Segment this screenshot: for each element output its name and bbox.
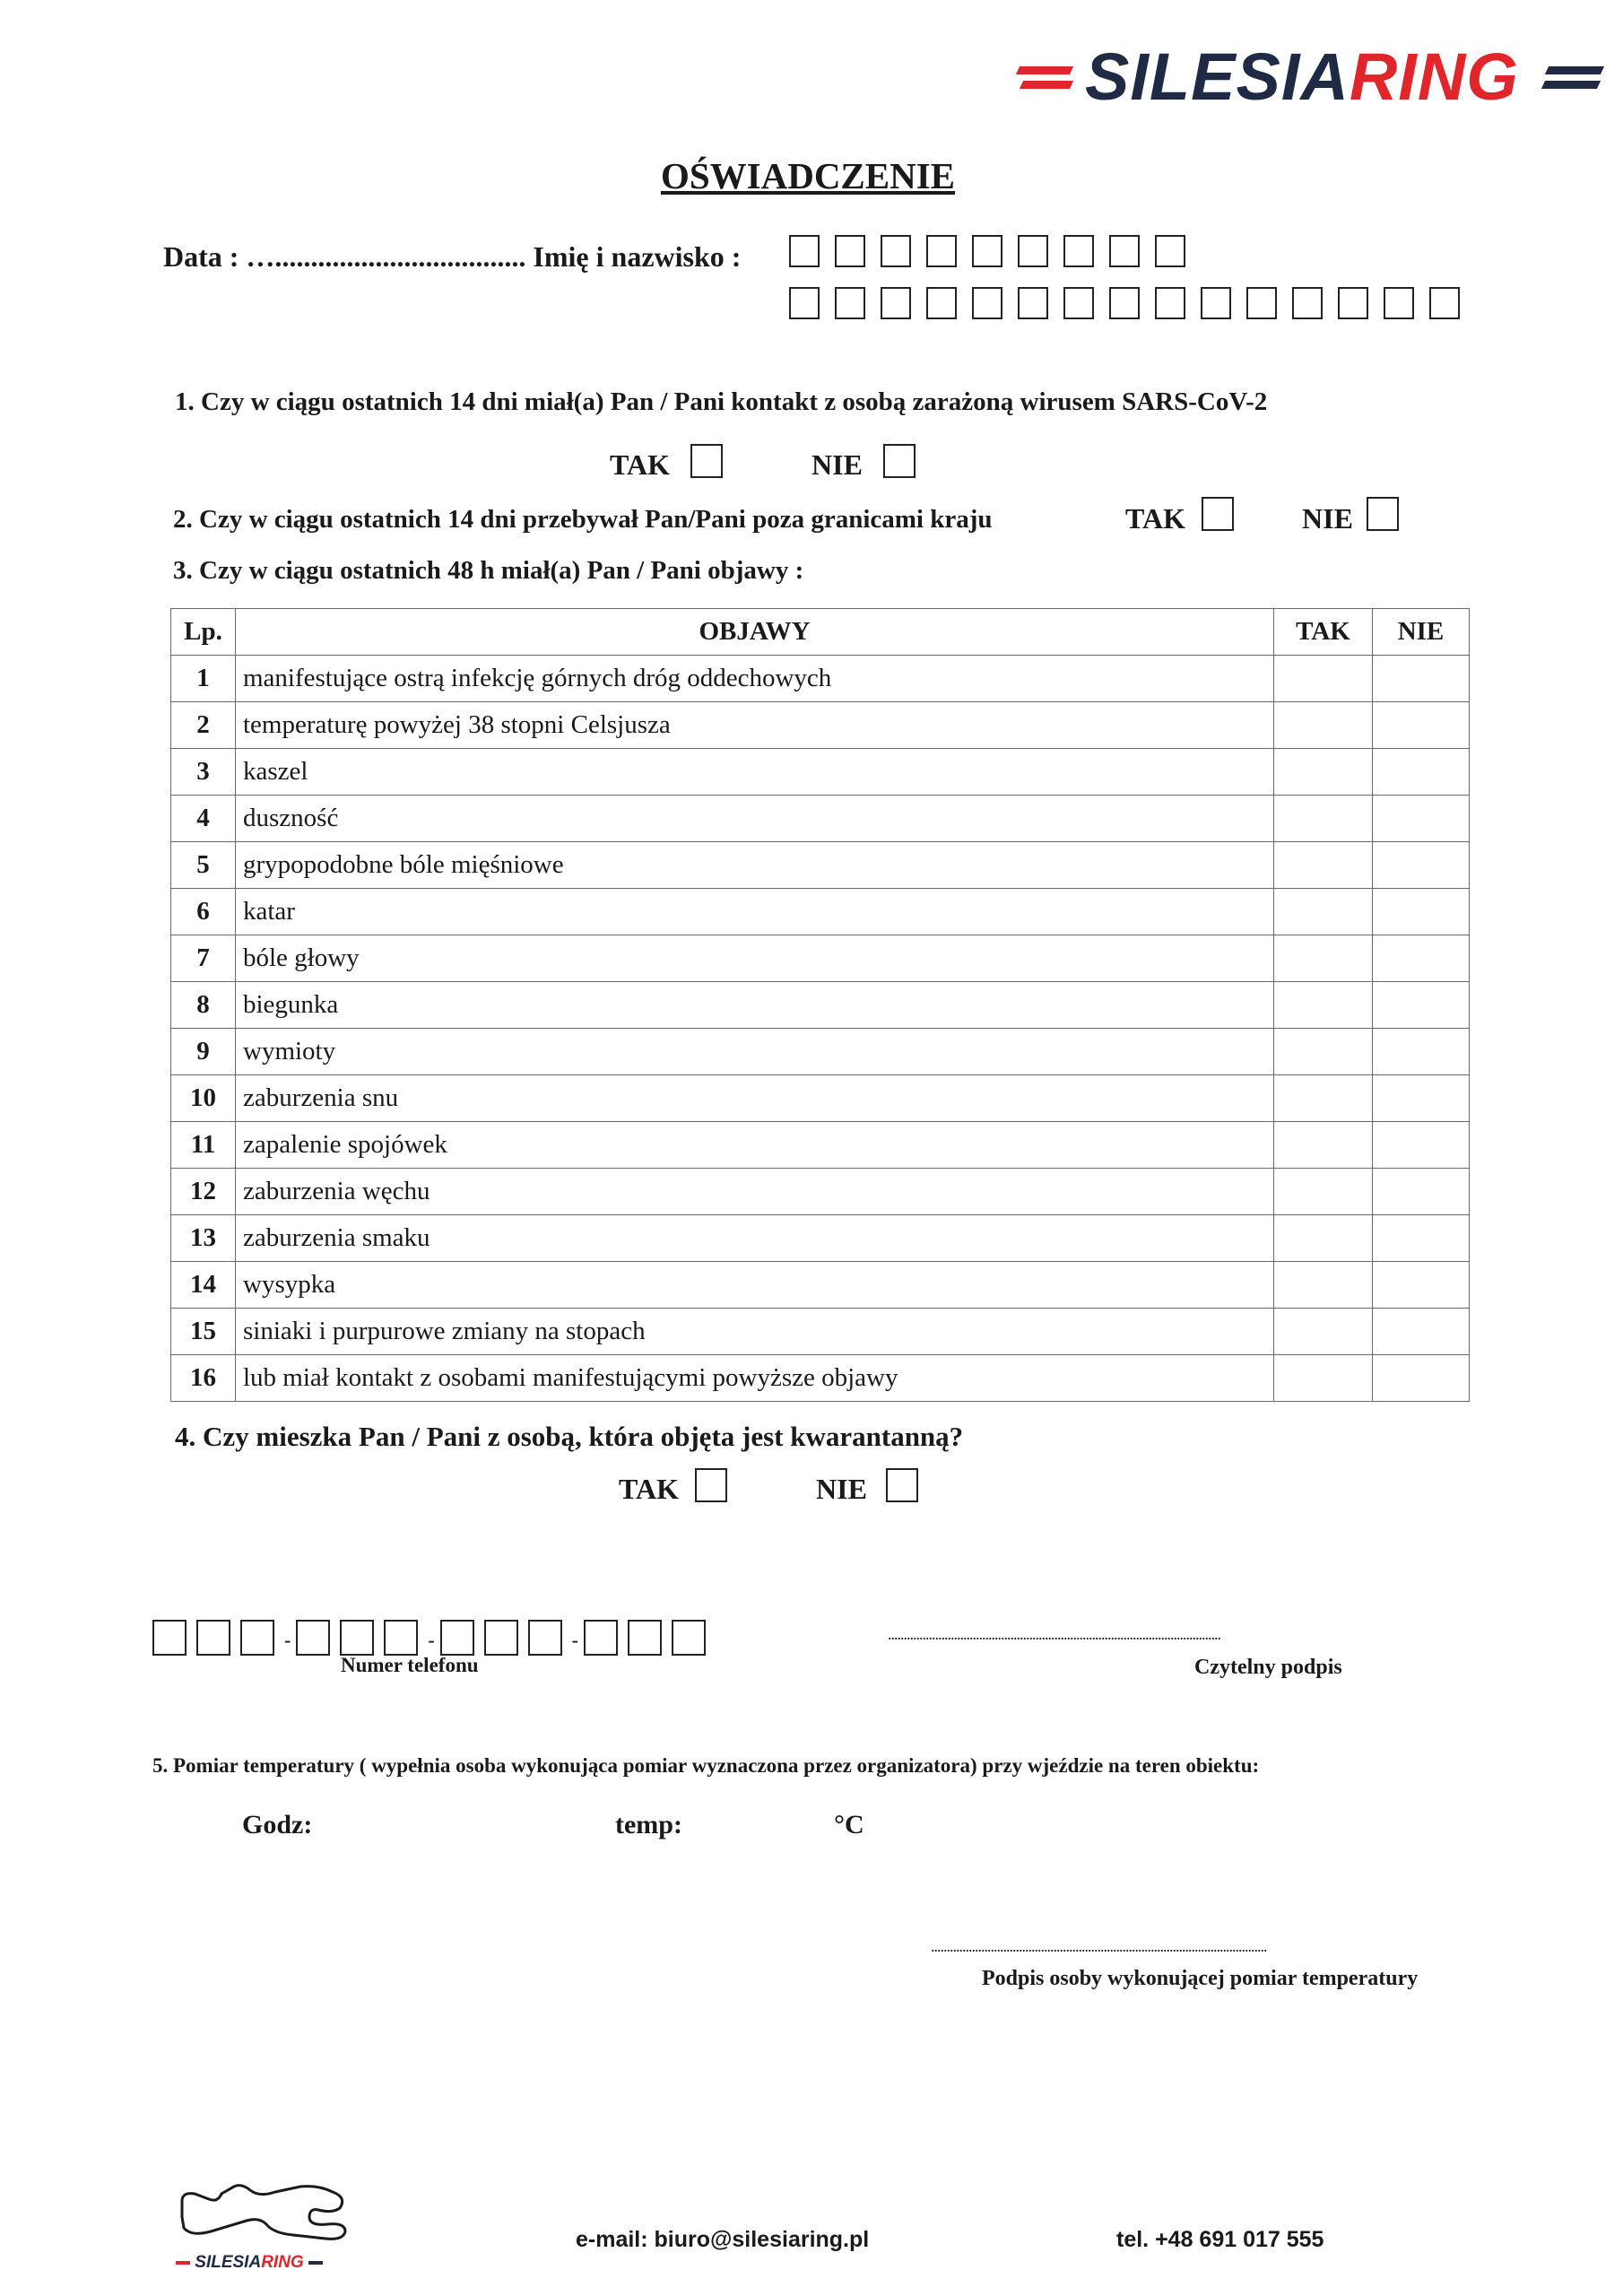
row-number: 4 bbox=[171, 796, 236, 842]
row-number: 13 bbox=[171, 1215, 236, 1262]
symptom-no-cell[interactable] bbox=[1373, 1262, 1470, 1309]
symptom-text: grypopodobne bóle mięśniowe bbox=[236, 842, 1274, 889]
phone-digit-box[interactable] bbox=[672, 1620, 706, 1656]
symptom-no-cell[interactable] bbox=[1373, 842, 1470, 889]
row-number: 11 bbox=[171, 1122, 236, 1169]
name-letter-box[interactable] bbox=[972, 287, 1002, 319]
table-header-row bbox=[171, 609, 1470, 656]
name-letter-box[interactable] bbox=[1018, 235, 1048, 267]
symptom-no-cell[interactable] bbox=[1373, 982, 1470, 1029]
footer-logo bbox=[176, 2253, 323, 2273]
row-number: 8 bbox=[171, 982, 236, 1029]
brand-logo bbox=[1018, 39, 1605, 114]
row-number: 15 bbox=[171, 1309, 236, 1355]
symptom-no-cell[interactable] bbox=[1373, 889, 1470, 935]
row-number: 1 bbox=[171, 656, 236, 702]
header-tak: TAK bbox=[1274, 609, 1373, 656]
table-row bbox=[171, 702, 1470, 749]
phone-digit-box[interactable] bbox=[484, 1620, 518, 1656]
time-label: Godz: bbox=[242, 1810, 313, 1839]
footer-logo-red: RING bbox=[261, 2253, 304, 2272]
logo-text-red: RING bbox=[1349, 39, 1519, 114]
symptom-text: temperaturę powyżej 38 stopni Celsjusza bbox=[236, 702, 1274, 749]
name-letter-box[interactable] bbox=[1109, 287, 1140, 319]
symptom-no-cell[interactable] bbox=[1373, 1029, 1470, 1075]
row-number: 6 bbox=[171, 889, 236, 935]
table-row bbox=[171, 1309, 1470, 1355]
table-row bbox=[171, 1075, 1470, 1122]
row-number: 9 bbox=[171, 1029, 236, 1075]
symptom-no-cell[interactable] bbox=[1373, 1355, 1470, 1402]
name-letter-box[interactable] bbox=[1246, 287, 1277, 319]
q4-no-checkbox[interactable] bbox=[886, 1468, 918, 1502]
footer-logo-dark: SILESIA bbox=[195, 2253, 262, 2272]
phone-digit-box[interactable] bbox=[384, 1620, 418, 1656]
q1-yes-label: TAK bbox=[610, 448, 670, 481]
table-row bbox=[171, 656, 1470, 702]
footer-logo-stripe bbox=[176, 2261, 190, 2265]
header-objawy: OBJAWY bbox=[236, 609, 1274, 656]
footer-phone: tel. +48 691 017 555 bbox=[1116, 2227, 1324, 2252]
measurer-signature-line: ........................................................................................................... bbox=[931, 1937, 1267, 1955]
q4-no-label: NIE bbox=[816, 1473, 867, 1505]
symptom-no-cell[interactable] bbox=[1373, 1075, 1470, 1122]
logo-stripe bbox=[1020, 81, 1073, 89]
phone-digit-box[interactable] bbox=[584, 1620, 618, 1656]
name-letter-box[interactable] bbox=[1155, 235, 1185, 267]
table-row bbox=[171, 982, 1470, 1029]
symptom-text: lub miał kontakt z osobami manifestującymi powyższe objawy bbox=[236, 1355, 1274, 1402]
symptom-yes-cell[interactable] bbox=[1274, 702, 1373, 749]
logo-wordmark bbox=[1085, 41, 1519, 113]
symptom-text: zapalenie spojówek bbox=[236, 1122, 1274, 1169]
name-letter-box[interactable] bbox=[926, 287, 957, 319]
row-number: 14 bbox=[171, 1262, 236, 1309]
phone-digit-box[interactable] bbox=[440, 1620, 474, 1656]
name-boxes-row-2[interactable] bbox=[789, 287, 1475, 319]
q1-no-checkbox[interactable] bbox=[883, 444, 916, 478]
question-4: 4. Czy mieszka Pan / Pani z osobą, która objęta jest kwarantanną? bbox=[175, 1421, 964, 1452]
symptom-no-cell[interactable] bbox=[1373, 796, 1470, 842]
table-row bbox=[171, 1122, 1470, 1169]
phone-separator: - bbox=[571, 1628, 578, 1651]
name-letter-box[interactable] bbox=[1429, 287, 1460, 319]
row-number: 12 bbox=[171, 1169, 236, 1215]
row-number: 5 bbox=[171, 842, 236, 889]
phone-digit-box[interactable] bbox=[340, 1620, 374, 1656]
row-number: 7 bbox=[171, 935, 236, 982]
signature-label: Czytelny podpis bbox=[1194, 1656, 1342, 1679]
logo-text-dark: SILESIA bbox=[1085, 39, 1350, 114]
track-outline-icon bbox=[175, 2181, 354, 2246]
symptom-yes-cell[interactable] bbox=[1274, 1122, 1373, 1169]
name-letter-box[interactable] bbox=[1338, 287, 1368, 319]
symptom-yes-cell[interactable] bbox=[1274, 796, 1373, 842]
name-letter-box[interactable] bbox=[881, 287, 911, 319]
temp-unit: °C bbox=[834, 1810, 864, 1839]
symptom-yes-cell[interactable] bbox=[1274, 935, 1373, 982]
symptom-yes-cell[interactable] bbox=[1274, 842, 1373, 889]
name-letter-box[interactable] bbox=[1201, 287, 1231, 319]
q4-yes-checkbox[interactable] bbox=[695, 1468, 727, 1502]
symptom-no-cell[interactable] bbox=[1373, 702, 1470, 749]
symptom-yes-cell[interactable] bbox=[1274, 749, 1373, 796]
question-5: 5. Pomiar temperatury ( wypełnia osoba wykonująca pomiar wyznaczona przez organizatora) przy wjeździe na teren obiektu: bbox=[152, 1754, 1260, 1777]
symptom-text: biegunka bbox=[236, 982, 1274, 1029]
symptom-text: katar bbox=[236, 889, 1274, 935]
logo-stripe bbox=[1545, 66, 1604, 74]
row-number: 2 bbox=[171, 702, 236, 749]
symptom-text: zaburzenia snu bbox=[236, 1075, 1274, 1122]
symptom-text: zaburzenia smaku bbox=[236, 1215, 1274, 1262]
symptom-yes-cell[interactable] bbox=[1274, 1309, 1373, 1355]
q4-yes-label: TAK bbox=[619, 1473, 679, 1505]
phone-digit-box[interactable] bbox=[628, 1620, 662, 1656]
name-letter-box[interactable] bbox=[926, 235, 957, 267]
symptom-yes-cell[interactable] bbox=[1274, 982, 1373, 1029]
name-letter-box[interactable] bbox=[1063, 235, 1094, 267]
symptom-no-cell[interactable] bbox=[1373, 935, 1470, 982]
table-row bbox=[171, 1215, 1470, 1262]
symptom-yes-cell[interactable] bbox=[1274, 1215, 1373, 1262]
header-lp: Lp. bbox=[171, 609, 236, 656]
table-row bbox=[171, 1262, 1470, 1309]
q2-no-checkbox[interactable] bbox=[1367, 497, 1399, 531]
symptom-text: manifestujące ostrą infekcję górnych dróg oddechowych bbox=[236, 656, 1274, 702]
question-3: 3. Czy w ciągu ostatnich 48 h miał(a) Pan / Pani objawy : bbox=[173, 556, 804, 585]
name-letter-box[interactable] bbox=[1063, 287, 1094, 319]
table-row bbox=[171, 1355, 1470, 1402]
q2-yes-label: TAK bbox=[1125, 502, 1185, 535]
logo-stripe bbox=[1016, 66, 1073, 74]
logo-stripe bbox=[1541, 81, 1601, 89]
temp-label: temp: bbox=[615, 1810, 682, 1839]
symptom-no-cell[interactable] bbox=[1373, 1215, 1470, 1262]
date-label: Data : …................................... bbox=[163, 240, 526, 273]
name-letter-box[interactable] bbox=[1109, 235, 1140, 267]
name-letter-box[interactable] bbox=[1292, 287, 1323, 319]
symptom-yes-cell[interactable] bbox=[1274, 656, 1373, 702]
q2-no-label: NIE bbox=[1302, 502, 1353, 535]
name-letter-box[interactable] bbox=[1384, 287, 1414, 319]
row-number: 3 bbox=[171, 749, 236, 796]
footer-logo-stripe bbox=[308, 2261, 323, 2265]
symptom-no-cell[interactable] bbox=[1373, 1122, 1470, 1169]
table-row bbox=[171, 1169, 1470, 1215]
name-letter-box[interactable] bbox=[972, 235, 1002, 267]
symptom-yes-cell[interactable] bbox=[1274, 1075, 1373, 1122]
symptom-text: duszność bbox=[236, 796, 1274, 842]
phone-separator: - bbox=[284, 1628, 291, 1651]
symptom-no-cell[interactable] bbox=[1373, 1169, 1470, 1215]
table-row bbox=[171, 749, 1470, 796]
symptom-text: bóle głowy bbox=[236, 935, 1274, 982]
name-letter-box[interactable] bbox=[1018, 287, 1048, 319]
symptom-yes-cell[interactable] bbox=[1274, 1169, 1373, 1215]
phone-label: Numer telefonu bbox=[341, 1654, 479, 1676]
question-2: 2. Czy w ciągu ostatnich 14 dni przebywał Pan/Pani poza granicami kraju bbox=[173, 505, 993, 534]
symptom-yes-cell[interactable] bbox=[1274, 1029, 1373, 1075]
header-line bbox=[163, 240, 741, 274]
symptom-yes-cell[interactable] bbox=[1274, 1262, 1373, 1309]
name-label: Imię i nazwisko : bbox=[533, 240, 742, 273]
signature-line: .......................................................................................................... bbox=[888, 1625, 1220, 1643]
phone-digit-box[interactable] bbox=[152, 1620, 187, 1656]
row-number: 16 bbox=[171, 1355, 236, 1402]
name-letter-box[interactable] bbox=[835, 235, 865, 267]
row-number: 10 bbox=[171, 1075, 236, 1122]
header-nie: NIE bbox=[1373, 609, 1470, 656]
phone-digit-box[interactable] bbox=[240, 1620, 274, 1656]
symptom-yes-cell[interactable] bbox=[1274, 889, 1373, 935]
table-row bbox=[171, 889, 1470, 935]
name-letter-box[interactable] bbox=[789, 287, 820, 319]
name-letter-box[interactable] bbox=[1155, 287, 1185, 319]
symptom-no-cell[interactable] bbox=[1373, 1309, 1470, 1355]
table-row bbox=[171, 935, 1470, 982]
symptom-text: wymioty bbox=[236, 1029, 1274, 1075]
q2-yes-checkbox[interactable] bbox=[1202, 497, 1234, 531]
symptom-no-cell[interactable] bbox=[1373, 749, 1470, 796]
q1-no-label: NIE bbox=[812, 448, 863, 481]
footer-email[interactable]: e-mail: biuro@silesiaring.pl bbox=[576, 2227, 870, 2252]
phone-digit-box[interactable] bbox=[196, 1620, 230, 1656]
title-container bbox=[0, 154, 1623, 197]
symptom-text: kaszel bbox=[236, 749, 1274, 796]
name-letter-box[interactable] bbox=[881, 235, 911, 267]
phone-number-boxes[interactable] bbox=[152, 1620, 716, 1656]
name-letter-box[interactable] bbox=[789, 235, 820, 267]
symptom-text: siniaki i purpurowe zmiany na stopach bbox=[236, 1309, 1274, 1355]
table-row bbox=[171, 1029, 1470, 1075]
q1-yes-checkbox[interactable] bbox=[690, 444, 723, 478]
question-1: 1. Czy w ciągu ostatnich 14 dni miał(a) Pan / Pani kontakt z osobą zarażoną wirusem SARS-CoV-2 bbox=[175, 387, 1268, 416]
phone-digit-box[interactable] bbox=[296, 1620, 330, 1656]
page-title: OŚWIADCZENIE bbox=[660, 155, 956, 196]
symptom-yes-cell[interactable] bbox=[1274, 1355, 1373, 1402]
name-boxes-row-1[interactable] bbox=[789, 235, 1201, 267]
phone-separator: - bbox=[428, 1628, 435, 1651]
symptom-text: zaburzenia węchu bbox=[236, 1169, 1274, 1215]
symptoms-table bbox=[170, 608, 1470, 1402]
measurer-signature-label: Podpis osoby wykonującej pomiar temperatury bbox=[982, 1967, 1419, 1990]
symptom-text: wysypka bbox=[236, 1262, 1274, 1309]
table-row bbox=[171, 796, 1470, 842]
name-letter-box[interactable] bbox=[835, 287, 865, 319]
table-row bbox=[171, 842, 1470, 889]
symptom-no-cell[interactable] bbox=[1373, 656, 1470, 702]
phone-digit-box[interactable] bbox=[528, 1620, 562, 1656]
